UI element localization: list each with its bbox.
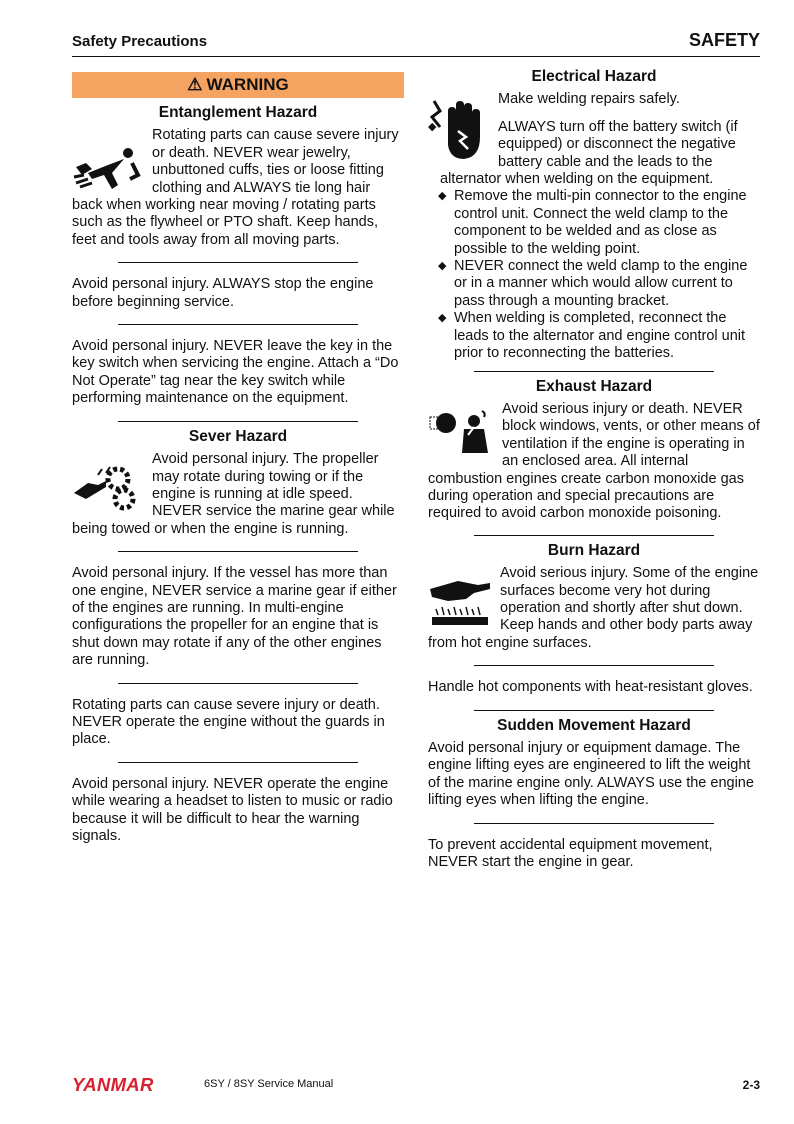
electrical-section xyxy=(428,91,760,362)
manual-name: 6SY / 8SY Service Manual xyxy=(204,1078,334,1090)
headset-text: Avoid personal injury. NEVER operate the engine while wearing a headset to listen to music or radio because it will be difficult to hear the warning signals. xyxy=(72,775,393,844)
divider xyxy=(474,535,714,536)
gloves-text: Handle hot components with heat-resistant gloves. xyxy=(428,679,753,696)
warning-banner xyxy=(72,72,404,98)
divider xyxy=(118,324,358,325)
chapter-title: SAFETY xyxy=(688,30,760,50)
divider xyxy=(118,421,358,422)
page-footer xyxy=(72,1074,760,1096)
welding-bullet-list xyxy=(428,188,760,362)
key-switch-text: Avoid personal injury. NEVER leave the key in the key switch when servicing the engine. Attach a “Do Not Operate” tag near the key switch while performing maintenance on the equipment. xyxy=(72,338,399,407)
hot-surface-hand-icon xyxy=(428,579,492,627)
battery-bullet: ◆ ALWAYS turn off the battery switch (if equipped) or disconnect the negative battery cable and the leads to the alternator when welding on the equipment. xyxy=(428,118,738,188)
sever-hazard-title: Sever Hazard xyxy=(188,427,288,445)
sever-gear-icon xyxy=(72,463,144,511)
exhaust-section xyxy=(428,401,760,523)
warning-label: WARNING xyxy=(206,75,289,94)
divider xyxy=(474,823,714,824)
page-header xyxy=(72,30,760,57)
burn-hazard-title: Burn Hazard xyxy=(547,541,641,559)
entanglement-section xyxy=(72,127,404,249)
warning-triangle-icon: ⚠ xyxy=(187,75,203,94)
divider xyxy=(118,262,358,263)
sudden-movement-hazard-title: Sudden Movement Hazard xyxy=(497,716,691,734)
entanglement-hazard-title: Entanglement Hazard xyxy=(158,104,318,121)
diamond-bullet-icon: ◆ xyxy=(438,190,447,203)
page-number: 2-3 xyxy=(742,1078,760,1092)
burn-text: Avoid serious injury. Some of the engine surfaces become very hot during operation and shortly after shut down. Keep hands and other body parts away from hot engine surfaces. xyxy=(428,565,759,651)
electrical-hazard-title: Electrical Hazard xyxy=(531,68,657,85)
entanglement-icon xyxy=(72,145,144,193)
vessel-engines-text: Avoid personal injury. If the vessel has more than one engine, NEVER service a marine gear if either of the engines are running. In multi-engine configurations the propeller for an engine that is shut down may rotate if any of the other engines are running. xyxy=(72,565,397,669)
sever-text: Avoid personal injury. The propeller may rotate during towing or if the engine is running at idle speed. NEVER service the marine gear while being towed or when the engine is running. xyxy=(72,451,395,537)
divider xyxy=(118,762,358,763)
divider xyxy=(474,371,714,372)
engine-in-gear-text: To prevent accidental equipment movement, NEVER start the engine in gear. xyxy=(428,836,713,871)
welding-intro: Make welding repairs safely. xyxy=(498,91,680,108)
stop-engine-text: Avoid personal injury. ALWAYS stop the engine before beginning service. xyxy=(72,276,374,310)
exhaust-text: Avoid serious injury or death. NEVER block windows, vents, or other means of ventilation if the engine is operating in an enclosed area. All internal combustion engines create carbon monoxide gas during operation and special precautions are required to avoid carbon monoxide poisoning. xyxy=(428,400,760,522)
guards-text: Rotating parts can cause severe injury or death. NEVER operate the engine without the guards in place. xyxy=(72,696,385,748)
list-item: ◆ When welding is completed, reconnect the leads to the alternator and engine control unit prior to reconnecting the batteries. xyxy=(438,310,746,362)
diamond-bullet-icon: ◆ xyxy=(438,312,447,325)
burn-section xyxy=(428,565,760,652)
exhaust-fumes-icon xyxy=(428,405,494,455)
exhaust-hazard-title: Exhaust Hazard xyxy=(535,377,653,395)
entanglement-text: Rotating parts can cause severe injury or death. NEVER wear jewelry, unbuttoned cuffs, ties or loose fitting clothing and ALWAYS tie long hair back when working near moving / rotating parts such as the flywheel or PTO shaft. Keep hands, feet and tools away from all moving parts. xyxy=(72,127,399,248)
sudden-movement-text: Avoid personal injury or equipment damage. The engine lifting eyes are engineered to lift the weight of the marine engine only. ALWAYS use the engine lifting eyes when lifting the engine. xyxy=(428,740,754,809)
list-item: ◆ Remove the multi-pin connector to the engine control unit. Connect the weld clamp to the component to be welded and as close as possible to the welding point. xyxy=(438,188,747,257)
divider xyxy=(118,551,358,552)
section-title: Safety Precautions xyxy=(72,33,208,50)
divider xyxy=(118,683,358,684)
left-column xyxy=(72,68,404,845)
right-column xyxy=(428,68,760,871)
yanmar-logo: YANMAR xyxy=(72,1074,154,1095)
list-item: ◆ NEVER connect the weld clamp to the engine or in a manner which would allow current to pass through a mounting bracket. xyxy=(438,258,748,309)
diamond-bullet-icon: ◆ xyxy=(428,120,437,133)
divider xyxy=(474,710,714,711)
sever-section xyxy=(72,451,404,538)
divider xyxy=(474,665,714,666)
diamond-bullet-icon: ◆ xyxy=(438,260,447,273)
